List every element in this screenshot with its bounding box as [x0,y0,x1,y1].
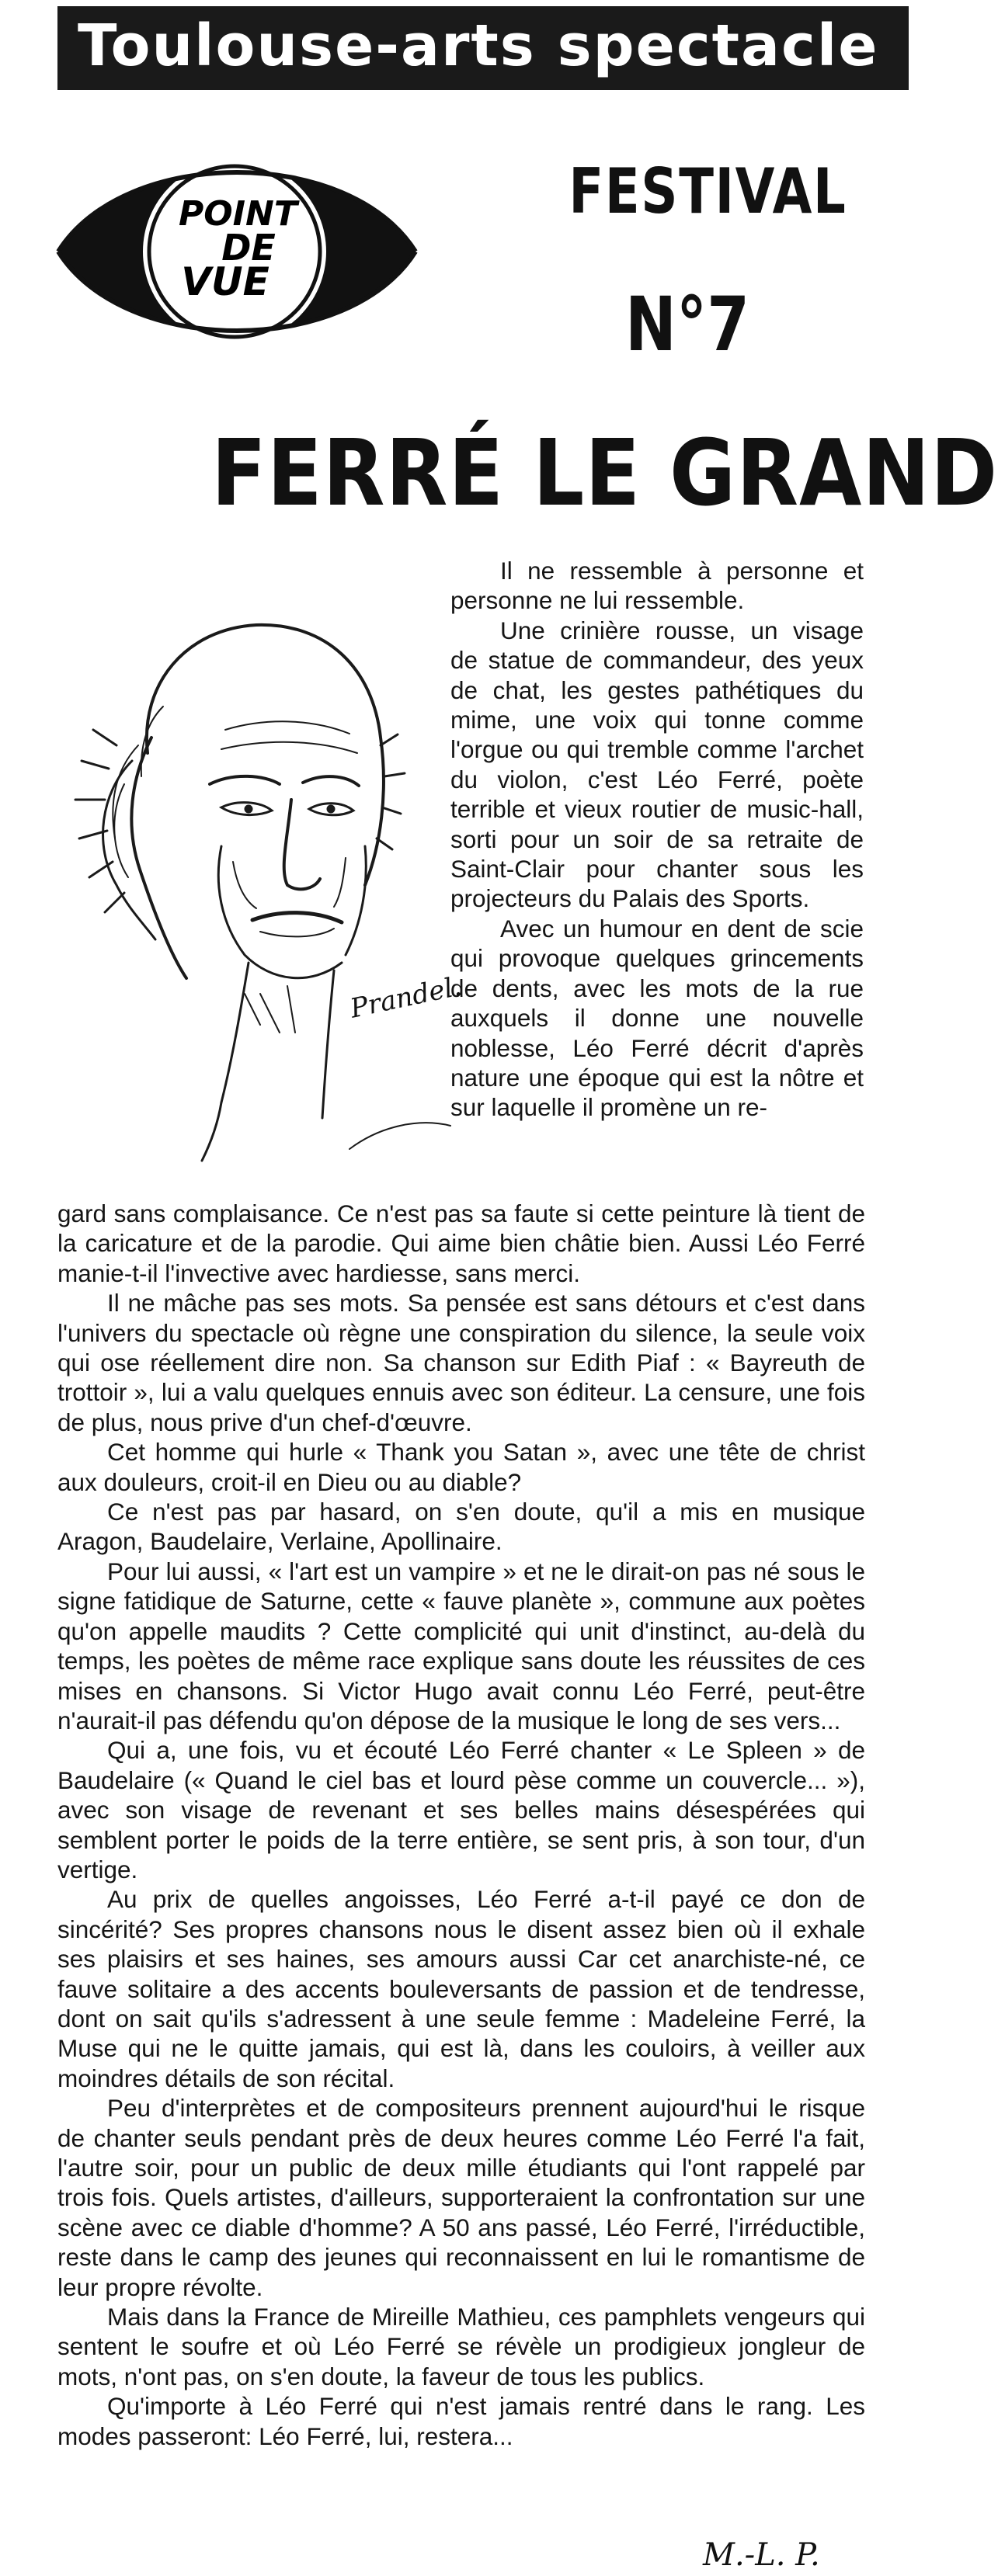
article-paragraph: Peu d'interprètes et de compositeurs prennent aujourd'hui le risque de chanter seuls pendant près de deux heures comme Léo Ferré l'a fait, l'autre soir, pour un public de deux mille étudiants qui l'ont rappelé par trois fois. Quels artistes, d'ailleurs, supporteraient la confrontation sur une scène avec ce diable d'homme? A 50 ans passé, Léo Ferré, l'irréductible, reste dans le camp des jeunes qui reconnaissent en lui le romantisme de leur propre révolte. [57,2094,865,2301]
article-paragraph: Qui a, une fois, vu et écouté Léo Ferré chanter « Le Spleen » de Baudelaire (« Quand le ciel bas et lourd pèse comme un couvercle... »), avec son visage de revenant et ses belles mains désespérées qui semblent porter le poids de la terre entière, se sent pris, à son tour, d'un vertige. [57,1736,865,1883]
article-column-full [57,1199,865,2451]
article-paragraph: Pour lui aussi, « l'art est un vampire » et ne le dirait-on pas né sous le signe fatidique de Saturne, cette « fauve planète », commune aux poètes qu'on appelle maudits ? Cette complicité qui unit d'instinct, au-delà du temps, les poètes de même race explique sans doute les réussites de ces mises en chansons. Si Victor Hugo avait connu Léo Ferré, peut-être n'aurait-il pas défendu qu'on dépose de la musique le long de ses vers... [57,1557,865,1734]
festival-heading: FESTIVAL [569,155,847,227]
article-paragraph: Mais dans la France de Mireille Mathieu, ces pamphlets vengeurs qui sentent le soufre et où Léo Ferré se révèle un prodigieux jongleur de mots, n'ont pas, on s'en doute, la faveur de tous les publics. [57,2303,865,2390]
artist-signature: Prandel. [347,970,464,1025]
article-paragraph-continuation: gard sans complaisance. Ce n'est pas sa faute si cette peinture là tient de la caricature et de la parodie. Qui aime bien châtie bien. Aussi Léo Ferré manie-t-il l'invective avec hardiesse, sans merci. [57,1199,865,1287]
article-column-right [450,556,864,1123]
logo-de: DE [221,227,276,269]
article-paragraph: Ce n'est pas par hasard, on s'en doute, qu'il a mis en musique Aragon, Baudelaire, Verlaine, Apollinaire. [57,1498,865,1556]
article-paragraph: Il ne ressemble à personne et personne ne lui ressemble. [450,557,864,615]
issue-number: N°7 [624,281,750,368]
article-paragraph: Cet homme qui hurle « Thank you Satan », avec une tête de christ aux douleurs, croit-il en Dieu ou au diable? [57,1438,865,1496]
article-paragraph: Il ne mâche pas ses mots. Sa pensée est sans détours et c'est dans l'univers du spectacle où règne une conspiration du silence, la seule voix qui ose réellement dire non. Sa chanson sur Edith Piaf : « Bayreuth de trottoir », lui a valu quelques ennuis avec son éditeur. La censure, une fois de plus, nous prive d'un chef-d'œuvre. [57,1289,865,1436]
logo-vue: VUE [181,259,269,304]
article-paragraph: Avec un humour en dent de scie qui provoque quelques grincements de dents, avec les mots de la rue auxquels il donne une nouvelle noblesse, Léo Ferré décrit d'après nature une époque qui est la nôtre et sur laquelle il promène un re- [450,914,864,1122]
portrait-drawing [54,590,464,1165]
author-signature: M.-L. P. [703,2537,820,2573]
point-de-vue-eye-logo [54,130,419,373]
logo-point: POINT [179,194,297,234]
masthead-banner [57,6,909,90]
article-headline: FERRÉ LE GRAND [211,419,998,526]
masthead-title: Toulouse-arts spectacle [78,12,879,79]
article-paragraph: Qu'importe à Léo Ferré qui n'est jamais rentré dans le rang. Les modes passeront: Léo Ferré, lui, restera... [57,2392,865,2450]
article-paragraph: Une crinière rousse, un visage de statue de commandeur, des yeux de chat, les gestes pathétiques du mime, une voix qui tonne comme l'orgue ou qui tremble comme l'archet du violon, c'est Léo Ferré, poète terrible et vieux routier de music-hall, sorti pour un soir de sa retraite de Saint-Clair pour chanter sous les projecteurs du Palais des Sports. [450,616,864,913]
article-paragraph: Au prix de quelles angoisses, Léo Ferré a-t-il payé ce don de sincérité? Ses propres chansons nous le disent assez bien où il exhale ses plaisirs et ses haines, ses amours aussi Car cet anarchiste-né, ce fauve solitaire a des accents bouleversants de passion et de tendresse, dont on sait qu'ils s'adressent à une seule femme : Madeleine Ferré, la Muse qui ne le quitte jamais, qui est là, dans les couloirs, à veiller aux moindres détails de son récital. [57,1885,865,2092]
